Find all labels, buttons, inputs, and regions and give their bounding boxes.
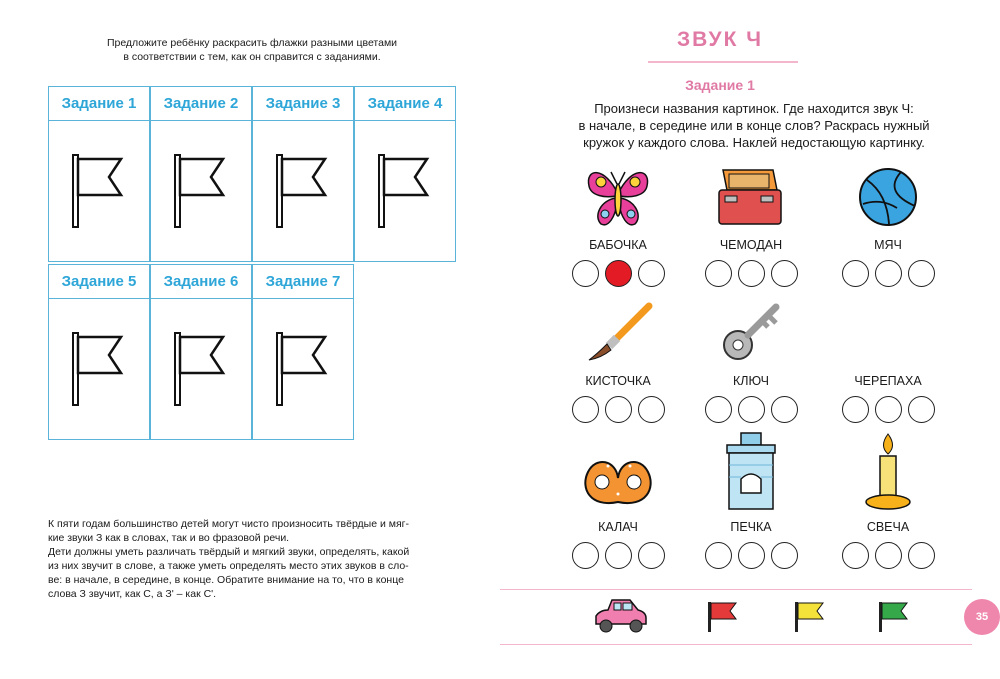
car-icon	[592, 596, 650, 641]
answer-circle-end[interactable]	[771, 542, 798, 569]
answer-circles	[553, 396, 683, 423]
answer-circle-end[interactable]	[908, 542, 935, 569]
sound-title: ЗВУК Ч	[677, 28, 763, 51]
answer-circle-end[interactable]	[638, 542, 665, 569]
flag-icon	[273, 331, 333, 407]
answer-circles	[553, 542, 683, 569]
task-cell-4[interactable]	[354, 86, 456, 262]
answer-circles	[686, 542, 816, 569]
task-label: Задание 4	[355, 87, 455, 121]
answer-circle-end[interactable]	[638, 396, 665, 423]
answer-circles	[686, 260, 816, 287]
flag-icon	[273, 153, 333, 229]
word-card	[553, 444, 683, 584]
flag-icon	[69, 153, 129, 229]
task-label: Задание 7	[253, 265, 353, 299]
word-label: ЧЕРЕПАХА	[854, 374, 922, 388]
note-line: слова З звучит, как С, а З' – как С'.	[48, 588, 217, 600]
task-cell-3[interactable]	[252, 86, 354, 262]
word-card	[823, 298, 953, 438]
word-card	[686, 298, 816, 438]
flag-icon	[171, 331, 231, 407]
task-label: Задание 5	[49, 265, 149, 299]
note-line: ве: в начале, в середине, в конце. Обратите внимание на то, что в конце	[48, 574, 404, 586]
word-card	[686, 430, 816, 584]
answer-circle-end[interactable]	[908, 260, 935, 287]
answer-circle-middle[interactable]	[875, 260, 902, 287]
word-label: КАЛАЧ	[598, 520, 638, 534]
answer-circle-middle[interactable]	[605, 260, 632, 287]
instruction-line: кружок у каждого слова. Наклей недостающую картинку.	[583, 135, 925, 150]
word-label: МЯЧ	[874, 238, 902, 252]
word-card	[823, 430, 953, 584]
butterfly-icon	[583, 164, 653, 230]
task-label: Задание 6	[151, 265, 251, 299]
answer-circle-start[interactable]	[572, 396, 599, 423]
task-label: Задание 1	[49, 87, 149, 121]
answer-circles	[686, 396, 816, 423]
word-label: КИСТОЧКА	[585, 374, 651, 388]
intro-line: в соответствии с тем, как он справится с заданиями.	[123, 51, 381, 63]
flag-icon	[706, 600, 738, 639]
flag-icon	[69, 331, 129, 407]
candle-icon	[863, 432, 913, 512]
task-label: Задание 3	[253, 87, 353, 121]
flag-icon	[877, 600, 909, 639]
task-cell-1[interactable]	[48, 86, 150, 262]
answer-circle-middle[interactable]	[738, 542, 765, 569]
answer-circle-end[interactable]	[908, 396, 935, 423]
intro-line: Предложите ребёнку раскрасить флажки разными цветами	[106, 37, 398, 49]
answer-circle-end[interactable]	[771, 396, 798, 423]
answer-circle-middle[interactable]	[605, 542, 632, 569]
flag-icon	[375, 153, 435, 229]
flag-icon	[171, 153, 231, 229]
answer-circle-middle[interactable]	[875, 396, 902, 423]
word-card	[553, 298, 683, 438]
task-title: Задание 1	[685, 77, 755, 93]
answer-circle-end[interactable]	[638, 260, 665, 287]
answer-circle-start[interactable]	[842, 396, 869, 423]
task-cell-6[interactable]	[150, 264, 252, 440]
word-card	[553, 162, 683, 302]
word-label: БАБОЧКА	[589, 238, 647, 252]
instruction-line: Произнеси названия картинок. Где находится звук Ч:	[594, 101, 914, 116]
suitcase-icon	[715, 166, 787, 228]
answer-circle-start[interactable]	[705, 542, 732, 569]
page-number: 35	[964, 599, 1000, 635]
answer-circle-start[interactable]	[572, 260, 599, 287]
paintbrush-icon	[583, 302, 653, 364]
pretzel-icon	[578, 448, 658, 510]
answer-circle-middle[interactable]	[738, 396, 765, 423]
flag-icon	[793, 600, 825, 639]
task-cell-7[interactable]	[252, 264, 354, 440]
title-underline	[648, 61, 798, 63]
answer-circles	[823, 542, 953, 569]
answer-circle-start[interactable]	[705, 396, 732, 423]
answer-circle-end[interactable]	[771, 260, 798, 287]
answer-circles	[553, 260, 683, 287]
answer-circle-middle[interactable]	[605, 396, 632, 423]
note-line: кие звуки З как в словах, так и во фразовой речи.	[48, 532, 290, 544]
instruction-line: в начале, в середине или в конце слов? Раскрась нужный	[578, 118, 930, 133]
note-line: К пяти годам большинство детей могут чисто произносить твёрдые и мяг-	[48, 518, 409, 530]
word-label: КЛЮЧ	[732, 374, 770, 388]
note-line: из них звучит в слове, а также уметь определять место этих звуков в сло-	[48, 560, 409, 572]
left-intro-text	[48, 36, 456, 64]
answer-circle-middle[interactable]	[875, 542, 902, 569]
word-card	[686, 162, 816, 302]
task-cell-5[interactable]	[48, 264, 150, 440]
ball-icon	[857, 166, 919, 228]
key-icon	[718, 301, 784, 365]
answer-circle-middle[interactable]	[738, 260, 765, 287]
task-label: Задание 2	[151, 87, 251, 121]
answer-circles	[823, 260, 953, 287]
note-line: Дети должны уметь различать твёрдый и мягкий звуки, определять, какой	[48, 546, 410, 558]
word-label: СВЕЧА	[866, 520, 910, 534]
answer-circles	[823, 396, 953, 423]
stove-icon	[721, 431, 781, 513]
answer-circle-start[interactable]	[842, 542, 869, 569]
word-card	[823, 162, 953, 302]
answer-circle-start[interactable]	[705, 260, 732, 287]
word-label: ЧЕМОДАН	[719, 238, 783, 252]
word-label: ПЕЧКА	[730, 520, 772, 534]
answer-circle-start[interactable]	[842, 260, 869, 287]
answer-circle-start[interactable]	[572, 542, 599, 569]
task-cell-2[interactable]	[150, 86, 252, 262]
instruction-text	[548, 100, 960, 151]
parent-note	[48, 517, 456, 601]
